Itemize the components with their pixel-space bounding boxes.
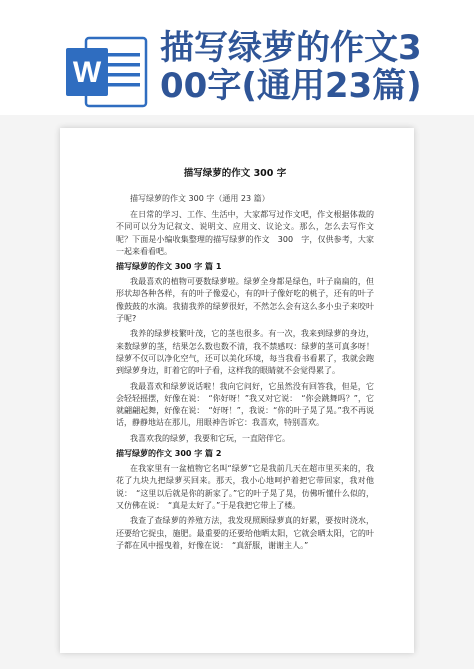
paragraph: 我养的绿萝枝繁叶茂，它的茎也很多。有一次，我来到绿萝的身边，来数绿萝的茎，结果怎么数也数不清，我不禁感叹：绿萝的茎可真多呀！绿萝不仅可以净化空气，还可以美化环境，每当我看书看累了，我就会跑到绿萝身边，盯着它的叶子看，这样我的眼睛就不会觉得累了。 bbox=[116, 329, 374, 376]
document-subtitle: 描写绿萝的作文 300 字（通用 23 篇） bbox=[130, 194, 270, 203]
document-title: 描写绿萝的作文 300 字 bbox=[183, 168, 287, 179]
section-heading: 描写绿萝的作文 300 字 篇 1 bbox=[116, 262, 222, 272]
document-page bbox=[60, 128, 414, 653]
intro-paragraph: 在日常的学习、工作、生活中，大家都写过作文吧，作文根据体裁的不同可以分为记叙文、说明文、应用文、议论文。那么，怎么去写作文呢？下面是小编收集整理的描写绿萝的作文 300 字，仅供参考，大家一起来看看吧。 bbox=[116, 210, 374, 256]
section-heading: 描写绿萝的作文 300 字 篇 2 bbox=[116, 449, 222, 459]
svg-text:W: W bbox=[72, 56, 102, 89]
header-title-line-1: 描写绿萝的作文3 bbox=[160, 28, 422, 68]
header-banner bbox=[0, 0, 474, 125]
paragraph: 我最喜欢和绿萝说话啦！我向它问好，它虽然没有回答我，但是，它会轻轻摇摆，好像在说： “你好呀！”我又对它说： “你会跳舞吗？”，它就翩翩起舞，好像在说： “好呀！”，我说：“你的叶子晃了晃。”我不再说话，静静地站在那儿，用眼神告诉它：我喜欢，特别喜欢。 bbox=[116, 381, 374, 428]
document-content bbox=[116, 165, 374, 555]
paragraph: 在我家里有一盆植物它名叫“绿萝”它是我前几天在超市里买来的，我花了九块九把绿萝买回来。那天，我小心地呵护着把它带回家，我对他说： “这里以后就是你的新家了。”它的叶子晃了晃，仿佛听懂什么似的，又仿佛在说： “真是太好了。”于是我把它带上了楼。 bbox=[116, 464, 374, 510]
header-title-line-2: 00字(通用23篇) bbox=[160, 66, 422, 106]
paragraph: 我最喜欢的植物可要数绿萝啦。绿萝全身都是绿色，叶子扁扁的，但形状却各种各样，有的叶子像爱心，有的叶子像好吃的桃子，还有的叶子像鼓鼓的水滴。我猜我养的绿萝很好，不然怎么会有这么多小虫子来咬叶子呢? bbox=[116, 277, 374, 324]
word-document-icon bbox=[64, 36, 148, 108]
paragraph: 我喜欢我的绿萝，我要和它玩，一直陪伴它。 bbox=[130, 433, 290, 443]
paragraph: 我查了查绿萝的养殖方法，我发现照顾绿萝真的好累，要按时浇水，还要给它捉虫，施肥。最重要的还要给他晒太阳，它就会晒太阳，它的叶子都在风中摇曳着，好像在说： “真舒服，谢谢主人。” bbox=[116, 516, 374, 550]
